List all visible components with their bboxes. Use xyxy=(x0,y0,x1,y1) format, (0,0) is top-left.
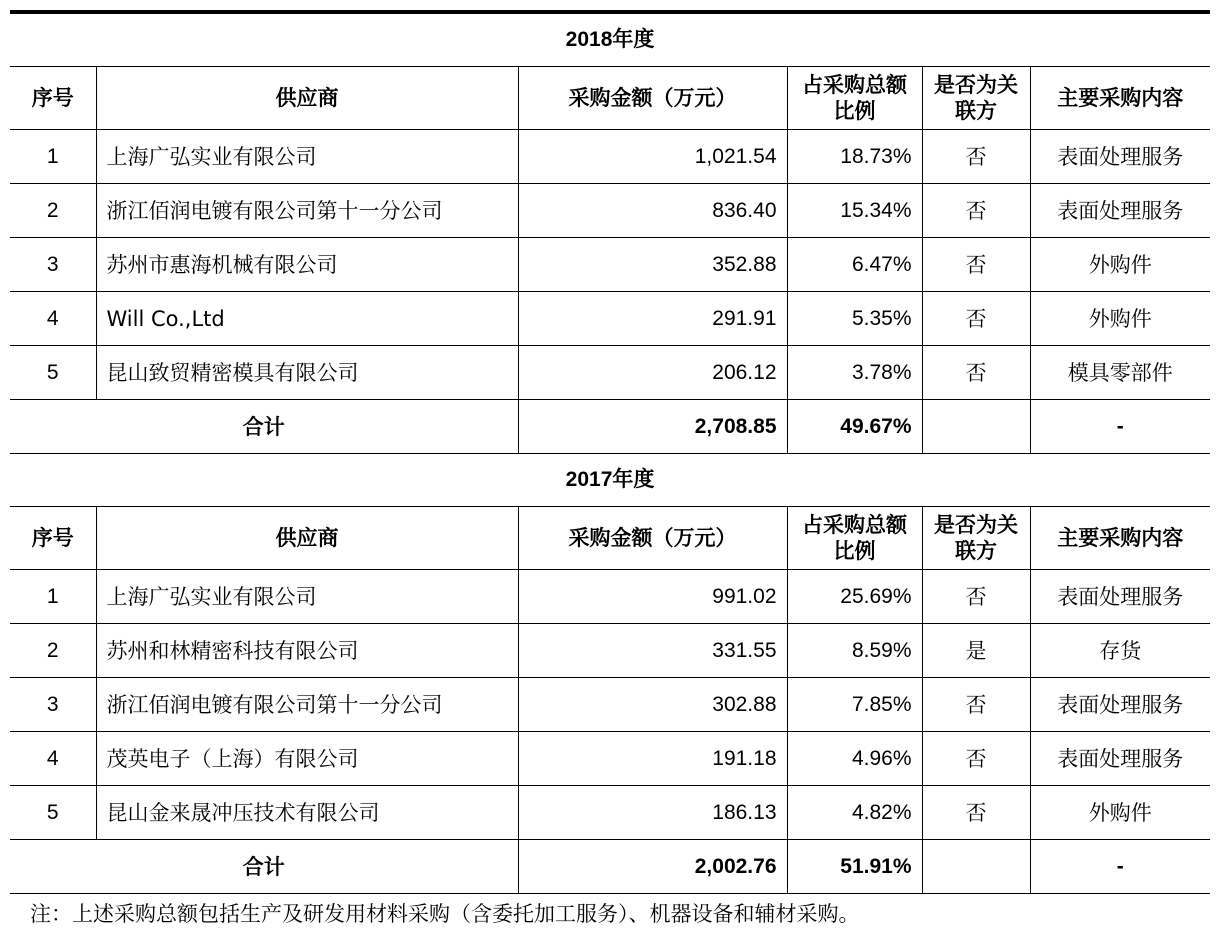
header-supplier: 供应商 xyxy=(96,67,518,130)
table-row xyxy=(10,346,1210,400)
total-content: - xyxy=(1030,400,1210,454)
purchase-ratio: 15.34% xyxy=(787,184,922,238)
row-number: 1 xyxy=(10,570,96,624)
supplier-name: 浙江佰润电镀有限公司第十一分公司 xyxy=(96,678,518,732)
related-party: 否 xyxy=(922,292,1030,346)
row-number: 4 xyxy=(10,292,96,346)
row-number: 4 xyxy=(10,732,96,786)
table-row xyxy=(10,678,1210,732)
purchase-amount: 1,021.54 xyxy=(518,130,787,184)
total-label: 合计 xyxy=(10,400,518,454)
related-party: 否 xyxy=(922,570,1030,624)
header-no: 序号 xyxy=(10,507,96,570)
supplier-name: 上海广弘实业有限公司 xyxy=(96,570,518,624)
supplier-name: 苏州市惠海机械有限公司 xyxy=(96,238,518,292)
table-header-row xyxy=(10,507,1210,570)
related-party: 否 xyxy=(922,184,1030,238)
purchase-ratio: 25.69% xyxy=(787,570,922,624)
header-amount: 采购金额（万元） xyxy=(518,507,787,570)
supplier-name: 昆山致贸精密模具有限公司 xyxy=(96,346,518,400)
total-label: 合计 xyxy=(10,840,518,894)
table-row xyxy=(10,184,1210,238)
table-row xyxy=(10,624,1210,678)
purchase-amount: 186.13 xyxy=(518,786,787,840)
purchase-ratio: 8.59% xyxy=(787,624,922,678)
purchase-content: 外购件 xyxy=(1030,292,1210,346)
purchase-ratio: 4.96% xyxy=(787,732,922,786)
total-content: - xyxy=(1030,840,1210,894)
header-related: 是否为关联方 xyxy=(922,67,1030,130)
purchase-content: 外购件 xyxy=(1030,238,1210,292)
purchase-amount: 991.02 xyxy=(518,570,787,624)
supplier-name: 浙江佰润电镀有限公司第十一分公司 xyxy=(96,184,518,238)
row-number: 5 xyxy=(10,346,96,400)
related-party: 否 xyxy=(922,678,1030,732)
header-amount: 采购金额（万元） xyxy=(518,67,787,130)
table-row xyxy=(10,786,1210,840)
header-content: 主要采购内容 xyxy=(1030,67,1210,130)
table-row xyxy=(10,570,1210,624)
purchase-content: 存货 xyxy=(1030,624,1210,678)
purchase-amount: 836.40 xyxy=(518,184,787,238)
table-row xyxy=(10,292,1210,346)
purchase-ratio: 3.78% xyxy=(787,346,922,400)
total-amount: 2,002.76 xyxy=(518,840,787,894)
supplier-name: Will Co.,Ltd xyxy=(96,292,518,346)
table-row xyxy=(10,130,1210,184)
supplier-name: 昆山金来晟冲压技术有限公司 xyxy=(96,786,518,840)
purchase-amount: 352.88 xyxy=(518,238,787,292)
total-row xyxy=(10,840,1210,894)
row-number: 2 xyxy=(10,624,96,678)
purchase-content: 模具零部件 xyxy=(1030,346,1210,400)
header-ratio: 占采购总额比例 xyxy=(787,67,922,130)
total-related xyxy=(922,400,1030,454)
purchase-ratio: 4.82% xyxy=(787,786,922,840)
total-amount: 2,708.85 xyxy=(518,400,787,454)
row-number: 5 xyxy=(10,786,96,840)
purchase-content: 表面处理服务 xyxy=(1030,678,1210,732)
supplier-name: 上海广弘实业有限公司 xyxy=(96,130,518,184)
purchase-amount: 191.18 xyxy=(518,732,787,786)
table-row xyxy=(10,238,1210,292)
table-row xyxy=(10,732,1210,786)
purchase-content: 表面处理服务 xyxy=(1030,130,1210,184)
supplier-name: 苏州和林精密科技有限公司 xyxy=(96,624,518,678)
related-party: 否 xyxy=(922,786,1030,840)
purchase-ratio: 18.73% xyxy=(787,130,922,184)
purchase-amount: 302.88 xyxy=(518,678,787,732)
table-header-row xyxy=(10,67,1210,130)
header-supplier: 供应商 xyxy=(96,507,518,570)
footnote: 注：上述采购总额包括生产及研发用材料采购（含委托加工服务）、机器设备和辅材采购。 xyxy=(30,902,860,926)
purchase-content: 表面处理服务 xyxy=(1030,570,1210,624)
purchase-amount: 331.55 xyxy=(518,624,787,678)
related-party: 否 xyxy=(922,238,1030,292)
total-ratio: 51.91% xyxy=(787,840,922,894)
total-related xyxy=(922,840,1030,894)
year-label: 2018年度 xyxy=(10,12,1210,67)
purchase-amount: 206.12 xyxy=(518,346,787,400)
purchase-content: 外购件 xyxy=(1030,786,1210,840)
row-number: 1 xyxy=(10,130,96,184)
header-content: 主要采购内容 xyxy=(1030,507,1210,570)
related-party: 否 xyxy=(922,130,1030,184)
year-row xyxy=(10,454,1210,507)
purchase-amount: 291.91 xyxy=(518,292,787,346)
year-label: 2017年度 xyxy=(10,454,1210,507)
purchase-content: 表面处理服务 xyxy=(1030,184,1210,238)
purchase-ratio: 7.85% xyxy=(787,678,922,732)
supplier-table xyxy=(10,10,1210,894)
table-body xyxy=(10,12,1210,894)
row-number: 2 xyxy=(10,184,96,238)
supplier-name: 茂英电子（上海）有限公司 xyxy=(96,732,518,786)
header-ratio: 占采购总额比例 xyxy=(787,507,922,570)
related-party: 否 xyxy=(922,732,1030,786)
purchase-content: 表面处理服务 xyxy=(1030,732,1210,786)
year-row xyxy=(10,12,1210,67)
purchase-ratio: 5.35% xyxy=(787,292,922,346)
purchase-ratio: 6.47% xyxy=(787,238,922,292)
total-row xyxy=(10,400,1210,454)
header-no: 序号 xyxy=(10,67,96,130)
related-party: 否 xyxy=(922,346,1030,400)
header-related: 是否为关联方 xyxy=(922,507,1030,570)
total-ratio: 49.67% xyxy=(787,400,922,454)
related-party: 是 xyxy=(922,624,1030,678)
row-number: 3 xyxy=(10,238,96,292)
row-number: 3 xyxy=(10,678,96,732)
